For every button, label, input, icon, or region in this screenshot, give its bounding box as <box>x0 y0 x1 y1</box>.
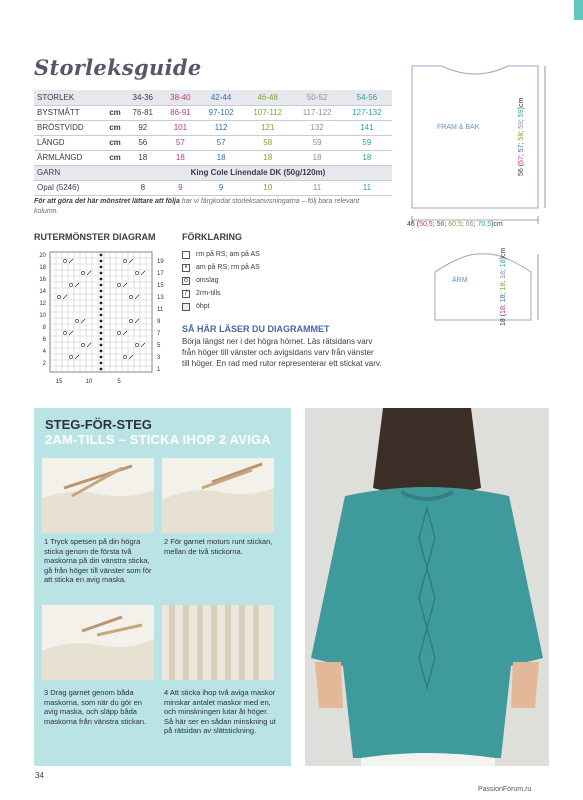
chart-row-label: 8 <box>42 325 46 331</box>
size-cell: 58 <box>243 135 292 150</box>
chart-row-label: 15 <box>157 283 164 289</box>
step-text-2: 2 För garnet moturs runt stickan, mellan de två stickorna. <box>164 537 273 556</box>
dim-part: ; <box>444 221 449 228</box>
chart-row-label: 1 <box>157 367 161 373</box>
size-cell: 76-81 <box>124 105 162 120</box>
size-cell: 92 <box>124 120 162 135</box>
size-row-unit: cm <box>106 120 124 135</box>
size-row <box>34 90 392 105</box>
step-photo-4-image <box>162 605 274 680</box>
size-row-unit: cm <box>106 105 124 120</box>
dim-part: )cm <box>518 97 525 110</box>
chart-purl-dot <box>100 254 103 257</box>
size-cell: 56 <box>124 135 162 150</box>
dim-part: 59 <box>518 109 525 118</box>
yarn-quantity: 9 <box>199 180 243 195</box>
dim-part: 18 <box>500 282 507 291</box>
size-row-unit <box>106 90 124 105</box>
key-text: am på RS; rm på AS <box>196 264 260 271</box>
chart-purl-dot <box>100 356 103 359</box>
size-row-label: BYSTMÅTT <box>34 105 106 120</box>
page-title: Storleksguide <box>34 55 202 80</box>
dim-part: 18 <box>500 294 507 303</box>
key-item <box>182 274 260 287</box>
dim-part: ; <box>518 128 525 133</box>
yarn-quantity: 11 <box>342 180 392 195</box>
dim-part: ; <box>461 221 466 228</box>
diagram-heading: RUTERMÖNSTER DIAGRAM <box>34 232 156 242</box>
chart-row-label: 6 <box>42 337 46 343</box>
chart-purl-dot <box>100 290 103 293</box>
step-photo-3-image <box>42 605 154 680</box>
key-text: 2rm-tills <box>196 290 221 297</box>
size-cell: 117-122 <box>292 105 341 120</box>
dim-part: ; <box>518 140 525 145</box>
size-cell: 18 <box>342 150 392 165</box>
chart-purl-dot <box>100 278 103 281</box>
yarn-name: King Cole Linendale DK (50g/120m) <box>124 165 392 180</box>
chart-row-label: 19 <box>157 259 164 265</box>
size-row <box>34 150 392 165</box>
size-row-unit: cm <box>106 150 124 165</box>
dim-part: 70,5 <box>477 221 492 228</box>
key-symbol-icon: • <box>182 264 190 272</box>
key-symbol-icon: o <box>182 277 190 285</box>
step-text-3: 3 Drag garnet genom båda maskorna, som när du gör en avig maska, och släpp båda maskorna från vänstra stickan. <box>44 688 147 726</box>
chart-purl-dot <box>100 272 103 275</box>
size-cell: 121 <box>243 120 292 135</box>
dim-part: 18 ( <box>500 313 507 326</box>
key-list <box>182 248 260 313</box>
watermark: PassionForum.ru <box>478 786 532 793</box>
size-cell: 57 <box>162 135 200 150</box>
dim-part: 18 <box>500 306 507 314</box>
front-length-dim <box>518 98 525 176</box>
chart-row-label: 18 <box>39 265 46 271</box>
chart-row-label: 16 <box>39 277 46 283</box>
chart-row-label: 20 <box>39 253 46 259</box>
key-item <box>182 248 260 261</box>
chart-row-label: 9 <box>157 319 161 325</box>
dim-part: 57 <box>518 156 525 164</box>
step-subheading: 2AM-TILLS – STICKA IHOP 2 AVIGA <box>45 432 271 447</box>
key-item <box>182 287 260 300</box>
chart-purl-dot <box>100 308 103 311</box>
step-photo-2-image <box>162 458 274 533</box>
size-cell: 18 <box>292 150 341 165</box>
yarn-quantity: 10 <box>243 180 292 195</box>
step-text-4: 4 Att sticka ihop två aviga maskor minskar antalet maskor med en, och minskningen lutar åt höger. Så här ser en sådan minskning ut på rätsidan av slätstickning. <box>164 688 276 735</box>
key-item <box>182 300 260 313</box>
sleeve-schematic <box>425 247 545 330</box>
size-cell: 59 <box>292 135 341 150</box>
key-symbol-icon <box>182 251 190 259</box>
chart-col-label: 15 <box>55 379 63 385</box>
key-text: omslag <box>196 277 219 284</box>
yarn-quantity: 11 <box>292 180 341 195</box>
step-photo-1 <box>42 458 154 533</box>
yarn-unit <box>106 165 124 180</box>
model-photo <box>305 408 549 766</box>
chart-purl-dot <box>100 338 103 341</box>
yarn-color-row <box>34 180 392 195</box>
size-cell: 127-132 <box>342 105 392 120</box>
yarn-label: GARN <box>34 165 106 180</box>
dim-part: ; <box>518 117 525 122</box>
model-photo-image <box>305 408 549 766</box>
size-cell: 112 <box>199 120 243 135</box>
size-cell: 50-52 <box>292 90 341 105</box>
chart-row-label: 2 <box>42 361 46 367</box>
dim-part: ; <box>500 267 507 272</box>
size-cell: 18 <box>199 150 243 165</box>
chart-row-label: 17 <box>157 271 164 277</box>
key-symbol-icon: / <box>182 290 190 298</box>
chart-row-label: 12 <box>39 301 46 307</box>
color-code-note <box>34 197 364 217</box>
front-back-schematic <box>400 60 550 230</box>
size-cell: 97-102 <box>199 105 243 120</box>
dim-part: 56 <box>436 221 445 228</box>
sleeve-length-dim <box>500 248 507 326</box>
dim-part: ; <box>500 290 507 295</box>
size-row <box>34 105 392 120</box>
size-cell: 18 <box>162 150 200 165</box>
chart-row-label: 13 <box>157 295 164 301</box>
dim-part: 46 ( <box>407 221 420 228</box>
lace-chart <box>34 248 174 388</box>
size-row-label: STORLEK <box>34 90 106 105</box>
chart-purl-dot <box>100 344 103 347</box>
chart-col-label: 5 <box>117 379 121 385</box>
key-text: rm på RS; am på AS <box>196 251 260 258</box>
size-row <box>34 120 392 135</box>
front-back-label: FRAM & BAK <box>437 124 480 131</box>
size-row-label: BRÖSTVIDD <box>34 120 106 135</box>
size-row-unit: cm <box>106 135 124 150</box>
dim-part: ; <box>473 221 478 228</box>
dim-part: ; <box>518 152 525 157</box>
chart-purl-dot <box>100 332 103 335</box>
chart-row-label: 14 <box>39 289 46 295</box>
chart-purl-dot <box>100 296 103 299</box>
read-heading: SÅ HÄR LÄSER DU DIAGRAMMET <box>182 324 330 334</box>
dim-part: ; <box>500 302 507 307</box>
chart-purl-dot <box>100 362 103 365</box>
size-cell: 46-48 <box>243 90 292 105</box>
sleeve-label: ÄRM <box>452 277 468 284</box>
dim-part: 60,5 <box>448 221 462 228</box>
size-cell: 18 <box>124 150 162 165</box>
yarn-row <box>34 165 392 180</box>
note-bold: För att göra det här mönstret lättare att följa <box>34 198 180 205</box>
size-row-label: LÄNGD <box>34 135 106 150</box>
note-rest: har vi färgkodat storleksanvisningarna – följ bara relevant kolumn. <box>34 198 360 215</box>
key-heading: FÖRKLARING <box>182 232 242 242</box>
step-photo-1-image <box>42 458 154 533</box>
chart-row-label: 7 <box>157 331 161 337</box>
dim-part: 57 <box>518 144 525 153</box>
yarn-quantity: 8 <box>124 180 162 195</box>
key-text: öhpt <box>196 303 210 310</box>
dim-part: ; <box>432 221 437 228</box>
size-cell: 86-91 <box>162 105 200 120</box>
size-cell: 132 <box>292 120 341 135</box>
dim-part: ; <box>500 278 507 283</box>
chart-purl-dot <box>100 260 103 263</box>
step-photo-2 <box>162 458 274 533</box>
step-text-1: 1 Tryck spetsen på din högra sticka genom de första två maskorna på din vänstra sticka, gå från höger till vänster som för att sticka en avig maska. <box>44 537 152 584</box>
step-photo-3 <box>42 605 154 680</box>
chart-purl-dot <box>100 326 103 329</box>
chart-row-label: 3 <box>157 355 161 361</box>
yarn-quantity: 9 <box>162 180 200 195</box>
dim-part: 56 ( <box>518 163 525 176</box>
size-cell: 101 <box>162 120 200 135</box>
front-width-dim <box>407 221 503 228</box>
chart-purl-dot <box>100 320 103 323</box>
chart-row-label: 11 <box>157 307 164 313</box>
chart-purl-dot <box>100 284 103 287</box>
size-cell: 34-36 <box>124 90 162 105</box>
size-cell: 18 <box>243 150 292 165</box>
page-number: 34 <box>35 771 44 780</box>
size-row <box>34 135 392 150</box>
chart-row-label: 10 <box>39 313 46 319</box>
yarn-color: Opal (5246) <box>34 180 124 195</box>
corner-tab <box>574 0 583 20</box>
size-cell: 141 <box>342 120 392 135</box>
dim-part: 58 <box>518 132 525 141</box>
chart-row-label: 5 <box>157 343 161 349</box>
dim-part: 59 <box>518 121 525 129</box>
size-cell: 59 <box>342 135 392 150</box>
dim-part: 66 <box>465 221 474 228</box>
dim-part: 50,5 <box>419 221 433 228</box>
size-table <box>34 90 392 196</box>
chart-purl-dot <box>100 350 103 353</box>
key-symbol-icon <box>182 303 190 311</box>
dim-part: )cm <box>500 247 507 260</box>
size-cell: 107-112 <box>243 105 292 120</box>
dim-part: )cm <box>491 221 503 228</box>
size-cell: 54-56 <box>342 90 392 105</box>
chart-purl-dot <box>100 302 103 305</box>
chart-purl-dot <box>100 266 103 269</box>
dim-part: 18 <box>500 271 507 279</box>
size-cell: 38-40 <box>162 90 200 105</box>
step-heading: STEG-FÖR-STEG <box>45 417 152 432</box>
dim-part: 18 <box>500 259 507 268</box>
key-item <box>182 261 260 274</box>
step-photo-4 <box>162 605 274 680</box>
chart-col-label: 10 <box>85 379 93 385</box>
size-cell: 42-44 <box>199 90 243 105</box>
chart-purl-dot <box>100 314 103 317</box>
chart-row-label: 4 <box>42 349 46 355</box>
size-cell: 57 <box>199 135 243 150</box>
read-body: Börja längst ner i det högra hörnet. Läs rätsidans varv från höger till vänster och avigsidans varv från vänster till höger. En rad med rutor representerar ett stickat varv. <box>182 337 382 368</box>
chart-purl-dot <box>100 368 103 371</box>
size-row-label: ÄRMLÄNGD <box>34 150 106 165</box>
